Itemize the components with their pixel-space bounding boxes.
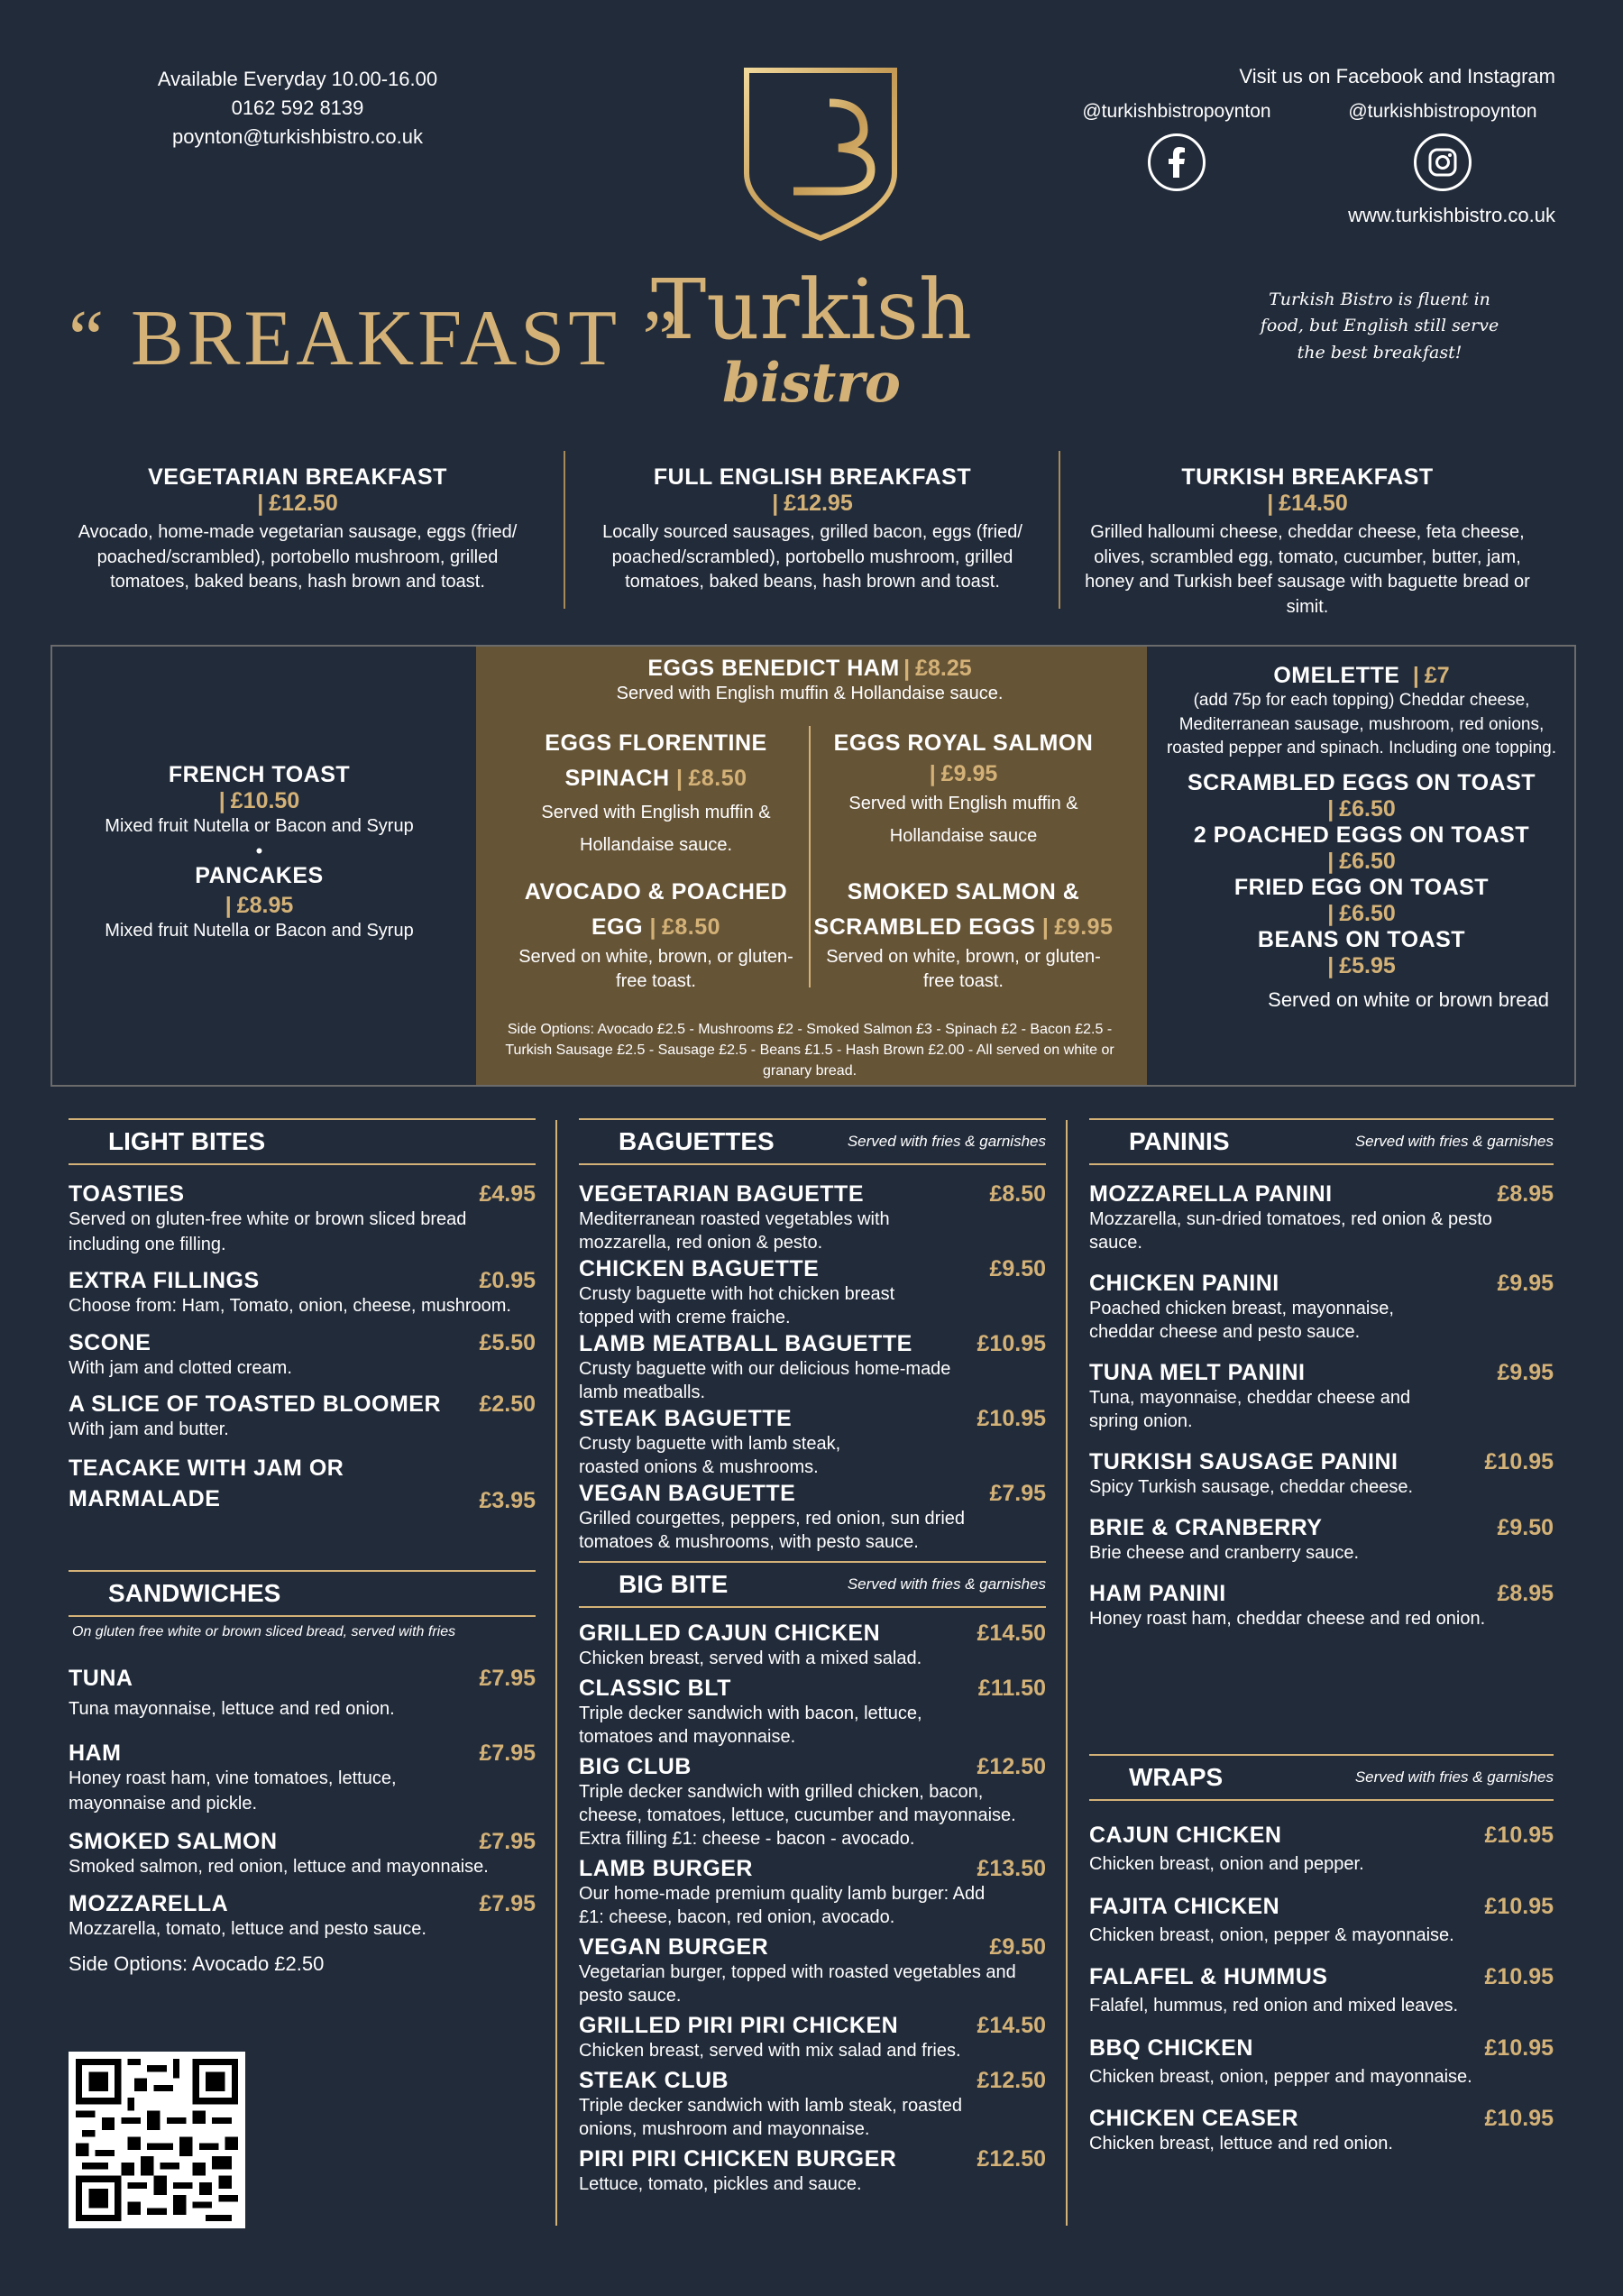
menu-item [1089, 1360, 1554, 1433]
item-price: | £12.95 [772, 491, 853, 516]
item-price: | £5.95 [1327, 952, 1396, 978]
eggs-benedict: EGGS BENEDICT HAM | £8.25 Served with English muffin & Hollandaise sauce. [474, 656, 1145, 707]
item-price: | £8.95 [225, 892, 294, 918]
section-note: Served with fries & garnishes [1354, 1133, 1554, 1150]
item-name: GRILLED CAJUN CHICKEN [579, 1621, 881, 1646]
menu-item [69, 1454, 536, 1515]
item-desc: Brie cheese and cranberry sauce. [1089, 1543, 1360, 1563]
menu-item [579, 1676, 1046, 1749]
item-desc: Honey roast ham, cheddar cheese and red onion. [1089, 1609, 1486, 1629]
menu-item [1089, 2106, 1554, 2157]
eggs-side-options: Side Options: Avocado £2.5 - Mushrooms £2 - Smoked Salmon £3 - Spinach £2 - Bacon £2.5 - Turkish Sausage £2.5 - Sausage £2.5 - Beans £1.5 - Hash Brown £2.00 - All served on white or granary bread. [505, 1022, 1114, 1079]
item-desc: Honey roast ham, vine tomatoes, lettuce, mayonnaise and pickle. [69, 1768, 397, 1814]
section-header [579, 1561, 1046, 1608]
shield-logo-icon [739, 65, 902, 250]
item-desc: Choose from: Ham, Tomato, onion, cheese, mushroom. [69, 1296, 511, 1317]
item-price: £13.50 [977, 1856, 1046, 1881]
item-desc: Tuna, mayonnaise, cheddar cheese and spring onion. [1089, 1388, 1411, 1431]
menu-item [1089, 1964, 1554, 2019]
item-desc: (add 75p for each topping) Cheddar cheese, Mediterranean sausage, mushroom, red onions, roasted pepper and spinach. Including one topping. [1166, 691, 1557, 758]
item-name: CLASSIC BLT [579, 1676, 731, 1701]
item-price: £10.95 [1484, 2106, 1554, 2132]
item-name: TEACAKE WITH JAM OR MARMALADE [69, 1455, 344, 1511]
item-desc: Chicken breast, onion and pepper. [1089, 1854, 1364, 1874]
menu-item [579, 1934, 1046, 2007]
menu-item [579, 2146, 1046, 2196]
instagram-icon[interactable] [1414, 133, 1472, 191]
item-desc: Served with English muffin & Hollandaise sauce [848, 793, 1078, 846]
item-name: TURKISH SAUSAGE PANINI [1089, 1449, 1398, 1474]
item-price: £10.95 [1484, 1449, 1554, 1474]
item-desc: Triple decker sandwich with bacon, lettuce, tomatoes and mayonnaise. [579, 1704, 922, 1747]
menu-item [69, 1666, 536, 1722]
item-desc: Spicy Turkish sausage, cheddar cheese. [1089, 1477, 1414, 1497]
section-header [69, 1570, 536, 1617]
facebook-block[interactable] [1064, 101, 1289, 191]
item-desc: Smoked salmon, red onion, lettuce and mayonnaise. [69, 1857, 489, 1878]
item-price: £12.50 [977, 1754, 1046, 1779]
menu-item [69, 1829, 536, 1880]
facebook-icon[interactable] [1148, 133, 1206, 191]
item-price: £9.50 [1497, 1515, 1554, 1540]
menu-item [1089, 1449, 1554, 1499]
item-desc: Served on white, brown, or gluten-free toast. [826, 946, 1101, 992]
section-title: BAGUETTES [619, 1127, 775, 1155]
item-name: TUNA [69, 1666, 133, 1692]
item-name: LAMB BURGER [579, 1856, 753, 1881]
menu-item [579, 1621, 1046, 1670]
wraps-section [1089, 1754, 1554, 2168]
item-desc: With jam and butter. [69, 1419, 229, 1440]
vegetarian-breakfast [59, 464, 536, 595]
menu-item [579, 1331, 1046, 1404]
smoked-salmon-eggs [812, 875, 1114, 995]
item-price: £10.95 [1484, 1893, 1554, 1919]
item-desc: Crusty baguette with hot chicken breast topped with creme fraiche. [579, 1284, 895, 1327]
item-price: £9.95 [1497, 1360, 1554, 1385]
item-price: £12.50 [977, 2068, 1046, 2093]
menu-item [579, 1256, 1046, 1329]
item-name: EXTRA FILLINGS [69, 1268, 260, 1294]
eggs-grid [505, 726, 1114, 995]
item-price: £12.50 [977, 2146, 1046, 2172]
menu-item [579, 1754, 1046, 1851]
item-name: FRENCH TOAST [168, 762, 351, 787]
menu-item [69, 1181, 536, 1257]
item-name: CHICKEN BAGUETTE [579, 1256, 820, 1281]
french-toast-pancakes [81, 762, 437, 944]
item-price: £8.95 [1497, 1181, 1554, 1207]
item-name: FALAFEL & HUMMUS [1089, 1964, 1328, 1990]
item-name: HAM PANINI [1089, 1581, 1226, 1606]
item-desc: Grilled courgettes, peppers, red onion, sun dried tomatoes & mushrooms, with pesto sauce. [579, 1509, 966, 1552]
item-price: £9.95 [1497, 1271, 1554, 1296]
contact-info [81, 65, 514, 152]
item-price: £7.95 [479, 1829, 536, 1855]
item-price: £4.95 [479, 1181, 536, 1207]
section-header [1089, 1754, 1554, 1801]
item-price: £5.50 [479, 1329, 536, 1355]
item-name: TURKISH BREAKFAST [1181, 464, 1434, 490]
omelette-toast: OMELETTE | £7 (add 75p for each topping) Cheddar cheese, Mediterranean sausage, mushroom, red onions, roasted pepper and spinach. Including one topping. SCRAMBLED EGGS ON TOAST | £6.50 2 POACHED EGGS ON TOAST | £6.50 FRIED EGG ON TOAST | £6.50 BEANS ON TOAST | £5.95 Served on white or brown bread [1163, 663, 1560, 1014]
section-header [69, 1118, 536, 1165]
item-price: £14.50 [977, 1621, 1046, 1646]
menu-item [69, 1330, 536, 1382]
bullet: • [255, 839, 263, 862]
item-name: OMELETTE [1273, 663, 1400, 688]
menu-item [579, 2068, 1046, 2141]
instagram-handle[interactable]: @turkishbistropoynton [1348, 101, 1537, 122]
item-name: VEGAN BAGUETTE [579, 1481, 796, 1506]
item-name: CAJUN CHICKEN [1089, 1823, 1282, 1848]
item-name: STEAK BAGUETTE [579, 1406, 793, 1431]
item-price: £8.25 [915, 656, 972, 681]
item-desc: Tuna mayonnaise, lettuce and red onion. [69, 1699, 395, 1720]
item-desc: Lettuce, tomato, pickles and sauce. [579, 2174, 862, 2194]
item-desc: Poached chicken breast, mayonnaise, cheddar cheese and pesto sauce. [1089, 1299, 1394, 1342]
column-divider [555, 1120, 557, 2226]
column-divider [1066, 1120, 1068, 2226]
item-name: CHICKEN PANINI [1089, 1271, 1279, 1296]
baguettes-section [579, 1118, 1046, 2196]
item-price: | £6.50 [1327, 900, 1396, 926]
item-name: MOZZARELLA [69, 1890, 229, 1916]
item-desc: With jam and clotted cream. [69, 1357, 292, 1378]
item-desc: Chicken breast, lettuce and red onion. [1089, 2134, 1393, 2154]
item-name: SMOKED SALMON & SCRAMBLED EGGS | £9.95 [813, 879, 1114, 940]
breakfast-title: “ BREAKFAST ” [69, 295, 682, 382]
social-title: Visit us on Facebook and Instagram [1239, 65, 1555, 87]
item-name: SCRAMBLED EGGS ON TOAST [1187, 769, 1536, 795]
item-price: £10.95 [1484, 2034, 1554, 2061]
menu-item [1089, 1271, 1554, 1344]
item-name: FRIED EGG ON TOAST [1233, 874, 1490, 900]
item-price: £9.50 [989, 1256, 1046, 1281]
logo-subword: bistro [722, 352, 901, 415]
divider [1059, 451, 1060, 609]
instagram-block[interactable] [1330, 101, 1555, 191]
section-title: SANDWICHES [108, 1579, 281, 1608]
facebook-handle[interactable]: @turkishbistropoynton [1082, 101, 1271, 122]
item-name: MOZZARELLA PANINI [1089, 1181, 1333, 1207]
divider [564, 451, 565, 609]
item-price: £14.50 [977, 2013, 1046, 2038]
item-price: £10.95 [1484, 1823, 1554, 1848]
item-name: AVOCADO & POACHED EGG | £8.50 [524, 879, 788, 940]
item-name: BEANS ON TOAST [1257, 926, 1466, 952]
eggs-florentine [505, 726, 807, 875]
item-name: PIRI PIRI CHICKEN BURGER [579, 2146, 897, 2172]
item-price: £8.95 [1497, 1581, 1554, 1606]
item-name: SCONE [69, 1329, 151, 1355]
item-price: £7 [1424, 663, 1450, 688]
item-desc: Crusty baguette with lamb steak, roasted onions & mushrooms. [579, 1434, 841, 1477]
item-name: STEAK CLUB [579, 2068, 729, 2093]
item-price: | £6.50 [1327, 848, 1396, 874]
item-desc: Chicken breast, onion, pepper and mayonnaise. [1089, 2066, 1472, 2087]
menu-item [1089, 1823, 1554, 1878]
section-header [1089, 1118, 1554, 1165]
item-desc: Served on white, brown, or gluten-free toast. [518, 946, 793, 992]
item-desc: Mozzarella, sun-dried tomatoes, red onion & pesto sauce. [1089, 1209, 1492, 1253]
item-price: £3.95 [479, 1488, 536, 1514]
menu-item [69, 1268, 536, 1319]
social-info [1064, 65, 1555, 227]
item-price: £9.50 [989, 1934, 1046, 1960]
item-price: £10.95 [977, 1331, 1046, 1356]
item-desc: Mixed fruit Nutella or Bacon and Syrup [105, 816, 414, 836]
tagline: Turkish Bistro is fluent in food, but English still serve the best breakfast! [1260, 289, 1499, 363]
item-desc: Chicken breast, onion, pepper & mayonnaise. [1089, 1924, 1454, 1945]
sandwich-side-options: Side Options: Avocado £2.50 [69, 1952, 325, 1976]
item-desc: Mediterranean roasted vegetables with mozzarella, red onion & pesto. [579, 1209, 890, 1253]
item-name: CHICKEN CEASER [1089, 2106, 1299, 2132]
item-name: TOASTIES [69, 1181, 185, 1207]
item-desc: Chicken breast, served with a mixed salad. [579, 1649, 922, 1668]
menu-item [1089, 1581, 1554, 1630]
item-desc: Chicken breast, served with mix salad and fries. [579, 2041, 961, 2061]
item-desc: Served with English muffin & Hollandaise sauce. [616, 684, 1004, 703]
item-name: VEGETARIAN BREAKFAST [148, 464, 447, 490]
item-name: PANCAKES [195, 862, 324, 888]
item-name: EGGS FLORENTINE SPINACH | £8.50 [545, 730, 767, 791]
menu-item [1089, 1515, 1554, 1565]
item-desc: Triple decker sandwich with grilled chicken, bacon, cheese, tomatoes, lettuce, cucumber and mayonnaise. Extra filling £1: cheese - bacon - avocado. [579, 1782, 1016, 1849]
website-link[interactable]: www.turkishbistro.co.uk [1348, 204, 1555, 226]
section-header [579, 1118, 1046, 1165]
item-name: VEGETARIAN BAGUETTE [579, 1181, 864, 1207]
item-price: £2.50 [479, 1391, 536, 1418]
item-name: BRIE & CRANBERRY [1089, 1515, 1323, 1540]
menu-item [69, 1740, 536, 1816]
menu-item [1089, 2035, 1554, 2090]
item-price: | £9.95 [929, 760, 998, 786]
item-price: | £6.50 [1327, 795, 1396, 822]
eggs-right-col [812, 726, 1114, 995]
menu-item [69, 1891, 536, 1942]
eggs-royal [812, 726, 1114, 875]
section-title: WRAPS [1129, 1763, 1224, 1791]
item-desc: Mozzarella, tomato, lettuce and pesto sauce. [69, 1918, 426, 1939]
item-price: | £14.50 [1267, 491, 1348, 516]
item-desc: Served with English muffin & Hollandaise sauce. [541, 802, 771, 855]
eggs-left-col [505, 726, 807, 995]
item-name: LAMB MEATBALL BAGUETTE [579, 1331, 912, 1356]
item-name: EGGS ROYAL SALMON [833, 730, 1094, 756]
item-name: 2 POACHED EGGS ON TOAST [1193, 822, 1530, 848]
item-price: £10.95 [1484, 1964, 1554, 1990]
item-name: HAM [69, 1740, 122, 1767]
item-price: | £10.50 [218, 788, 300, 813]
item-price: £0.95 [479, 1268, 536, 1294]
section-title: PANINIS [1129, 1127, 1230, 1155]
section-note: Served with fries & garnishes [847, 1575, 1046, 1593]
item-desc: Crusty baguette with our delicious home-made lamb meatballs. [579, 1359, 951, 1402]
menu-item [579, 1481, 1046, 1554]
item-desc: Falafel, hummus, red onion and mixed leaves. [1089, 1996, 1459, 2016]
item-name: FAJITA CHICKEN [1089, 1893, 1280, 1919]
section-note: Served with fries & garnishes [1354, 1768, 1554, 1786]
menu-item [69, 1391, 536, 1443]
item-price: £7.95 [479, 1666, 536, 1692]
item-price: £10.95 [977, 1406, 1046, 1431]
email-text[interactable]: poynton@turkishbistro.co.uk [172, 124, 423, 148]
phone-text[interactable]: 0162 592 8139 [231, 96, 364, 119]
menu-item [579, 2013, 1046, 2062]
item-name: VEGAN BURGER [579, 1934, 769, 1960]
item-name: SMOKED SALMON [69, 1829, 278, 1855]
logo-wordmark: Turkish [650, 262, 973, 358]
section-title: LIGHT BITES [108, 1127, 266, 1155]
menu-item [1089, 1894, 1554, 1949]
item-name: FULL ENGLISH BREAKFAST [653, 464, 972, 490]
availability-text: Available Everyday 10.00-16.00 [157, 68, 438, 90]
turkish-breakfast [1068, 464, 1546, 620]
item-name: GRILLED PIRI PIRI CHICKEN [579, 2013, 899, 2038]
item-name: BBQ CHICKEN [1089, 2034, 1253, 2061]
section-note: On gluten free white or brown sliced bread, served with fries [72, 1624, 456, 1640]
item-desc: Avocado, home-made vegetarian sausage, eggs (fried/ poached/scrambled), portobello mushroom, grilled tomatoes, baked beans, hash brown and toast. [78, 522, 518, 592]
section-note: Served with fries & garnishes [847, 1133, 1046, 1150]
section-title: BIG BITE [619, 1570, 729, 1598]
item-name: A SLICE OF TOASTED BLOOMER [69, 1391, 442, 1418]
item-price: | £12.50 [257, 491, 338, 516]
item-price: £8.50 [989, 1181, 1046, 1207]
item-name: BIG CLUB [579, 1754, 692, 1779]
full-english-breakfast [573, 464, 1051, 595]
item-price: £7.95 [989, 1481, 1046, 1506]
avocado-poached-egg [505, 875, 807, 995]
light-bites-section [69, 1118, 536, 1976]
item-desc: Our home-made premium quality lamb burger: Add £1: cheese, bacon, red onion, avocado. [579, 1884, 986, 1927]
menu-item [1089, 1181, 1554, 1254]
item-desc: Mixed fruit Nutella or Bacon and Syrup [105, 920, 414, 941]
item-desc: Vegetarian burger, topped with roasted vegetables and pesto sauce. [579, 1962, 1016, 2006]
divider [809, 726, 811, 987]
item-desc: Served on white or brown bread [1268, 987, 1549, 1011]
item-price: £7.95 [479, 1890, 536, 1916]
menu-item [579, 1181, 1046, 1254]
item-desc: Grilled halloumi cheese, cheddar cheese, feta cheese, olives, scrambled egg, tomato, cucumber, butter, jam, honey and Turkish beef sausage with baguette bread or simit. [1085, 522, 1530, 617]
item-desc: Locally sourced sausages, grilled bacon, eggs (fried/ poached/scrambled), portobello mushroom, grilled tomatoes, baked beans, hash brown and toast. [602, 522, 1022, 592]
item-name: EGGS BENEDICT HAM [647, 656, 900, 681]
item-desc: Served on gluten-free white or brown sliced bread including one filling. [69, 1209, 467, 1254]
item-price: £11.50 [977, 1676, 1046, 1701]
item-name: TUNA MELT PANINI [1089, 1360, 1306, 1385]
menu-item [579, 1856, 1046, 1929]
item-desc: Triple decker sandwich with lamb steak, roasted onions, mushroom and mayonnaise. [579, 2096, 962, 2139]
paninis-section [1089, 1118, 1554, 1641]
menu-item [579, 1406, 1046, 1479]
item-price: £7.95 [479, 1740, 536, 1767]
qr-code-icon[interactable] [69, 2052, 245, 2228]
